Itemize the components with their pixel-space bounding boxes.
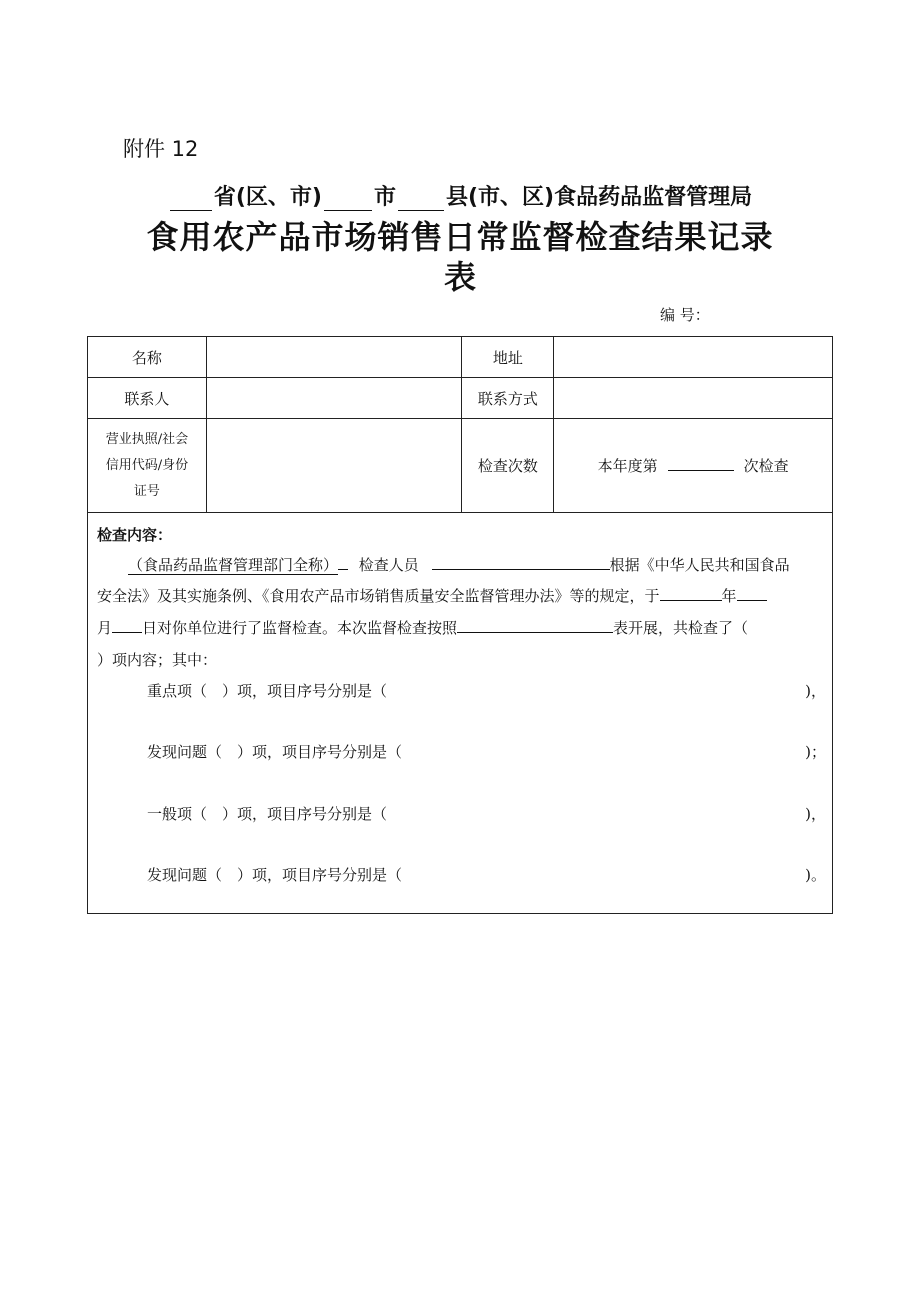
key-issues-close: )； <box>805 743 826 761</box>
address-label: 地址 <box>462 337 554 378</box>
key-items-label: 重点项（ ）项，项目序号分别是（ <box>147 682 388 700</box>
license-label-line3: 证号 <box>133 483 160 499</box>
year-prefix: 本年度第 <box>597 457 658 475</box>
content-paragraph-line4: ）项内容；其中： <box>97 651 218 669</box>
contact-label: 联系人 <box>88 378 207 419</box>
day-blank[interactable] <box>112 617 142 633</box>
inspection-count-label: 检查次数 <box>462 419 554 513</box>
name-field[interactable] <box>206 337 462 378</box>
license-label-line2: 信用代码/身份 <box>105 457 189 473</box>
general-issues-close: )。 <box>805 866 826 884</box>
attachment-label: 附件 12 <box>123 137 199 161</box>
inspector-label: 检查人员 <box>358 556 419 574</box>
year-suffix: 次检查 <box>743 457 789 475</box>
contact-method-label: 联系方式 <box>462 378 554 419</box>
inspector-blank[interactable] <box>432 554 610 570</box>
agency-header <box>0 180 920 211</box>
license-label-line1: 营业执照/社会 <box>105 431 189 447</box>
year-label: 年 <box>721 587 737 605</box>
name-label: 名称 <box>88 337 207 378</box>
content-heading: 检查内容： <box>97 526 173 544</box>
key-issues-label: 发现问题（ ）项，项目序号分别是（ <box>147 743 403 761</box>
key-items-close: )， <box>805 682 826 700</box>
table-row <box>88 337 833 378</box>
table-row <box>88 419 833 513</box>
province-blank <box>170 188 212 211</box>
inspection-count-field[interactable] <box>554 419 833 513</box>
info-table <box>87 336 833 513</box>
inspection-count-blank[interactable] <box>668 456 734 471</box>
serial-number-label: 编 号： <box>660 306 710 324</box>
license-field[interactable] <box>206 419 462 513</box>
key-issues-line <box>147 741 826 762</box>
table-row <box>88 378 833 419</box>
general-issues-label: 发现问题（ ）项，项目序号分别是（ <box>147 866 403 884</box>
city-suffix: 市 <box>373 185 396 210</box>
form-title-line2: 表 <box>443 258 476 296</box>
dept-blank-tail <box>338 554 348 570</box>
general-issues-line <box>147 864 826 885</box>
county-blank <box>398 188 444 211</box>
contact-field[interactable] <box>206 378 462 419</box>
county-suffix: 县(市、区)食品药品监督管理局 <box>446 185 753 210</box>
province-suffix: 省(区、市) <box>213 185 322 210</box>
year-blank[interactable] <box>660 585 722 601</box>
month-blank[interactable] <box>737 585 767 601</box>
form-title-line1: 食用农产品市场销售日常监督检查结果记录 <box>146 218 774 256</box>
table-conducted-text: 表开展，共检查了（ <box>613 619 749 637</box>
address-field[interactable] <box>554 337 833 378</box>
inspection-basis-text: 日对你单位进行了监督检查。本次监督检查按照 <box>142 619 458 637</box>
city-blank <box>324 188 372 211</box>
table-name-blank[interactable] <box>457 617 613 633</box>
content-paragraph-line2 <box>97 585 824 606</box>
content-paragraph-line3 <box>97 617 824 638</box>
according-text: 根据《中华人民共和国食品 <box>609 556 790 574</box>
general-items-label: 一般项（ ）项，项目序号分别是（ <box>147 805 388 823</box>
content-paragraph-line1 <box>128 554 824 575</box>
month-label: 月 <box>97 619 113 637</box>
license-label <box>88 419 207 513</box>
inspection-content-section <box>87 512 833 914</box>
contact-method-field[interactable] <box>554 378 833 419</box>
general-items-line <box>147 803 826 824</box>
key-items-line <box>147 680 826 701</box>
law-reference-text: 安全法》及其实施条例、《食用农产品市场销售质量安全监督管理办法》等的规定，于 <box>97 587 660 605</box>
dept-fullname-blank[interactable]: （食品药品监督管理部门全称） <box>128 556 339 574</box>
general-items-close: )， <box>805 805 826 823</box>
